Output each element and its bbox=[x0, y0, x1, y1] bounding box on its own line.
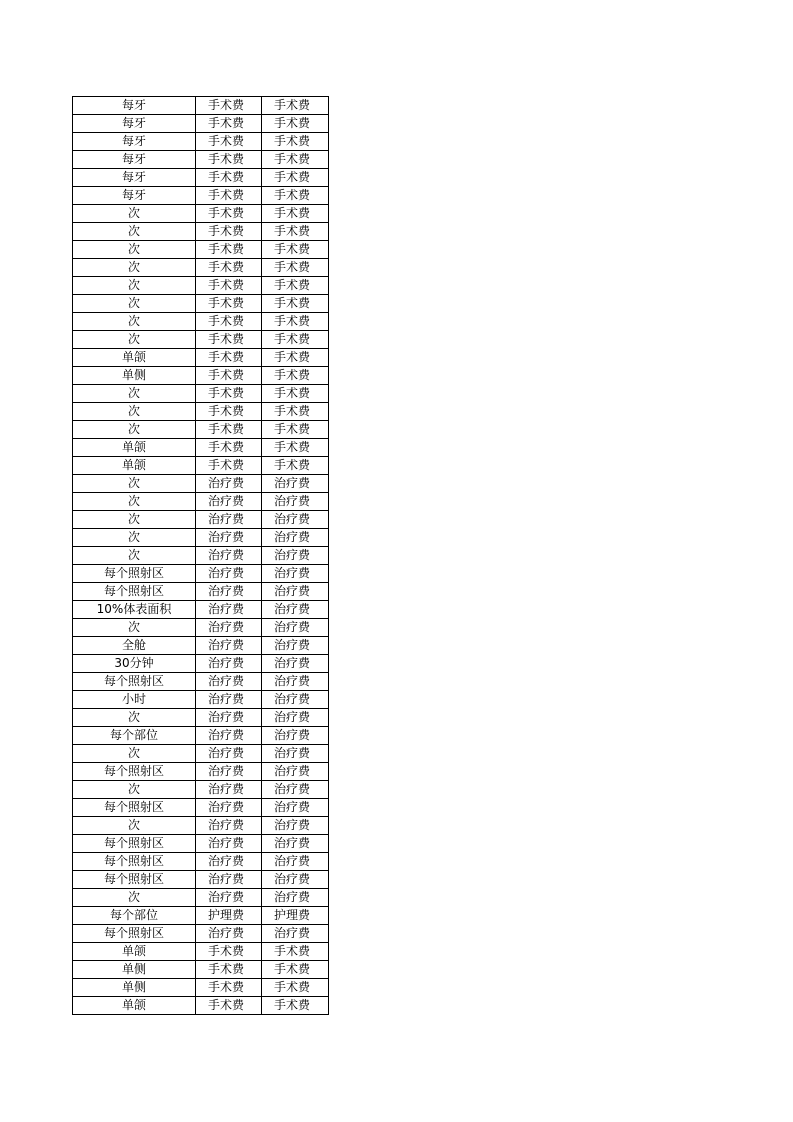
fee-subcategory-cell: 治疗费 bbox=[262, 853, 329, 871]
unit-cell: 次 bbox=[73, 889, 196, 907]
unit-cell: 单侧 bbox=[73, 961, 196, 979]
table-row bbox=[73, 115, 329, 133]
fee-subcategory-cell: 治疗费 bbox=[262, 889, 329, 907]
fee-category-cell: 治疗费 bbox=[196, 889, 262, 907]
unit-cell: 单颌 bbox=[73, 997, 196, 1015]
unit-cell: 次 bbox=[73, 421, 196, 439]
fee-category-cell: 手术费 bbox=[196, 979, 262, 997]
fee-category-cell: 手术费 bbox=[196, 277, 262, 295]
unit-cell: 单侧 bbox=[73, 979, 196, 997]
unit-cell: 每个照射区 bbox=[73, 583, 196, 601]
unit-cell: 次 bbox=[73, 475, 196, 493]
table-row bbox=[73, 727, 329, 745]
table-row bbox=[73, 817, 329, 835]
fee-category-cell: 治疗费 bbox=[196, 673, 262, 691]
unit-cell: 每牙 bbox=[73, 133, 196, 151]
table-row bbox=[73, 331, 329, 349]
fee-category-cell: 治疗费 bbox=[196, 871, 262, 889]
unit-cell: 次 bbox=[73, 205, 196, 223]
fee-subcategory-cell: 治疗费 bbox=[262, 655, 329, 673]
fee-subcategory-cell: 治疗费 bbox=[262, 601, 329, 619]
fee-subcategory-cell: 治疗费 bbox=[262, 871, 329, 889]
unit-cell: 每个部位 bbox=[73, 907, 196, 925]
table-row bbox=[73, 943, 329, 961]
unit-cell: 30分钟 bbox=[73, 655, 196, 673]
table-row bbox=[73, 277, 329, 295]
fee-category-cell: 手术费 bbox=[196, 259, 262, 277]
fee-subcategory-cell: 手术费 bbox=[262, 295, 329, 313]
fee-subcategory-cell: 治疗费 bbox=[262, 709, 329, 727]
unit-cell: 小时 bbox=[73, 691, 196, 709]
fee-table-body bbox=[73, 97, 329, 1015]
table-row bbox=[73, 673, 329, 691]
fee-subcategory-cell: 治疗费 bbox=[262, 691, 329, 709]
fee-category-cell: 手术费 bbox=[196, 331, 262, 349]
fee-subcategory-cell: 手术费 bbox=[262, 349, 329, 367]
unit-cell: 次 bbox=[73, 547, 196, 565]
unit-cell: 每个照射区 bbox=[73, 565, 196, 583]
fee-category-cell: 手术费 bbox=[196, 457, 262, 475]
table-row bbox=[73, 763, 329, 781]
unit-cell: 每个部位 bbox=[73, 727, 196, 745]
table-row bbox=[73, 151, 329, 169]
fee-category-cell: 手术费 bbox=[196, 961, 262, 979]
fee-subcategory-cell: 手术费 bbox=[262, 205, 329, 223]
table-row bbox=[73, 349, 329, 367]
unit-cell: 次 bbox=[73, 619, 196, 637]
unit-cell: 次 bbox=[73, 403, 196, 421]
table-row bbox=[73, 979, 329, 997]
fee-subcategory-cell: 手术费 bbox=[262, 277, 329, 295]
unit-cell: 次 bbox=[73, 331, 196, 349]
table-row bbox=[73, 385, 329, 403]
fee-subcategory-cell: 手术费 bbox=[262, 367, 329, 385]
fee-category-cell: 手术费 bbox=[196, 187, 262, 205]
fee-subcategory-cell: 手术费 bbox=[262, 457, 329, 475]
fee-category-cell: 手术费 bbox=[196, 403, 262, 421]
unit-cell: 次 bbox=[73, 817, 196, 835]
fee-subcategory-cell: 手术费 bbox=[262, 97, 329, 115]
fee-category-cell: 手术费 bbox=[196, 223, 262, 241]
fee-subcategory-cell: 手术费 bbox=[262, 997, 329, 1015]
fee-subcategory-cell: 手术费 bbox=[262, 169, 329, 187]
table-row bbox=[73, 961, 329, 979]
unit-cell: 次 bbox=[73, 223, 196, 241]
fee-category-cell: 手术费 bbox=[196, 205, 262, 223]
fee-category-cell: 手术费 bbox=[196, 943, 262, 961]
fee-category-cell: 治疗费 bbox=[196, 835, 262, 853]
unit-cell: 次 bbox=[73, 313, 196, 331]
fee-subcategory-cell: 治疗费 bbox=[262, 925, 329, 943]
table-row bbox=[73, 475, 329, 493]
fee-category-cell: 手术费 bbox=[196, 133, 262, 151]
fee-category-cell: 治疗费 bbox=[196, 799, 262, 817]
fee-subcategory-cell: 治疗费 bbox=[262, 673, 329, 691]
fee-subcategory-cell: 手术费 bbox=[262, 421, 329, 439]
fee-table bbox=[72, 96, 329, 1015]
table-row bbox=[73, 205, 329, 223]
fee-category-cell: 治疗费 bbox=[196, 565, 262, 583]
table-row bbox=[73, 169, 329, 187]
fee-subcategory-cell: 治疗费 bbox=[262, 745, 329, 763]
fee-subcategory-cell: 手术费 bbox=[262, 943, 329, 961]
fee-subcategory-cell: 手术费 bbox=[262, 961, 329, 979]
fee-subcategory-cell: 手术费 bbox=[262, 259, 329, 277]
table-row bbox=[73, 853, 329, 871]
fee-subcategory-cell: 手术费 bbox=[262, 403, 329, 421]
table-row bbox=[73, 925, 329, 943]
fee-category-cell: 治疗费 bbox=[196, 547, 262, 565]
unit-cell: 次 bbox=[73, 385, 196, 403]
fee-category-cell: 治疗费 bbox=[196, 817, 262, 835]
fee-category-cell: 手术费 bbox=[196, 97, 262, 115]
unit-cell: 每牙 bbox=[73, 187, 196, 205]
table-row bbox=[73, 907, 329, 925]
unit-cell: 每个照射区 bbox=[73, 763, 196, 781]
table-row bbox=[73, 439, 329, 457]
fee-category-cell: 手术费 bbox=[196, 151, 262, 169]
fee-subcategory-cell: 手术费 bbox=[262, 331, 329, 349]
table-row bbox=[73, 367, 329, 385]
table-row bbox=[73, 547, 329, 565]
table-row bbox=[73, 457, 329, 475]
unit-cell: 每个照射区 bbox=[73, 871, 196, 889]
fee-category-cell: 手术费 bbox=[196, 295, 262, 313]
table-row bbox=[73, 187, 329, 205]
table-row bbox=[73, 619, 329, 637]
table-row bbox=[73, 637, 329, 655]
table-row bbox=[73, 889, 329, 907]
fee-subcategory-cell: 治疗费 bbox=[262, 565, 329, 583]
fee-subcategory-cell: 治疗费 bbox=[262, 727, 329, 745]
fee-subcategory-cell: 手术费 bbox=[262, 133, 329, 151]
unit-cell: 每牙 bbox=[73, 115, 196, 133]
fee-subcategory-cell: 治疗费 bbox=[262, 817, 329, 835]
unit-cell: 单颌 bbox=[73, 349, 196, 367]
fee-subcategory-cell: 手术费 bbox=[262, 187, 329, 205]
fee-subcategory-cell: 手术费 bbox=[262, 151, 329, 169]
fee-category-cell: 治疗费 bbox=[196, 727, 262, 745]
fee-category-cell: 手术费 bbox=[196, 349, 262, 367]
table-row bbox=[73, 529, 329, 547]
unit-cell: 每个照射区 bbox=[73, 673, 196, 691]
unit-cell: 全舱 bbox=[73, 637, 196, 655]
unit-cell: 每个照射区 bbox=[73, 853, 196, 871]
fee-subcategory-cell: 手术费 bbox=[262, 115, 329, 133]
fee-subcategory-cell: 手术费 bbox=[262, 241, 329, 259]
fee-subcategory-cell: 治疗费 bbox=[262, 835, 329, 853]
fee-category-cell: 手术费 bbox=[196, 997, 262, 1015]
table-row bbox=[73, 871, 329, 889]
fee-category-cell: 治疗费 bbox=[196, 655, 262, 673]
fee-subcategory-cell: 治疗费 bbox=[262, 583, 329, 601]
fee-category-cell: 护理费 bbox=[196, 907, 262, 925]
unit-cell: 次 bbox=[73, 277, 196, 295]
fee-category-cell: 手术费 bbox=[196, 169, 262, 187]
table-row bbox=[73, 403, 329, 421]
fee-category-cell: 治疗费 bbox=[196, 601, 262, 619]
table-row bbox=[73, 421, 329, 439]
unit-cell: 单颌 bbox=[73, 457, 196, 475]
table-row bbox=[73, 133, 329, 151]
table-row bbox=[73, 511, 329, 529]
fee-category-cell: 手术费 bbox=[196, 385, 262, 403]
fee-subcategory-cell: 手术费 bbox=[262, 979, 329, 997]
fee-subcategory-cell: 手术费 bbox=[262, 439, 329, 457]
fee-subcategory-cell: 治疗费 bbox=[262, 529, 329, 547]
unit-cell: 每牙 bbox=[73, 97, 196, 115]
unit-cell: 次 bbox=[73, 241, 196, 259]
unit-cell: 10%体表面积 bbox=[73, 601, 196, 619]
fee-category-cell: 治疗费 bbox=[196, 763, 262, 781]
unit-cell: 次 bbox=[73, 781, 196, 799]
fee-category-cell: 手术费 bbox=[196, 115, 262, 133]
fee-category-cell: 治疗费 bbox=[196, 709, 262, 727]
table-row bbox=[73, 709, 329, 727]
fee-subcategory-cell: 手术费 bbox=[262, 313, 329, 331]
fee-category-cell: 治疗费 bbox=[196, 583, 262, 601]
table-row bbox=[73, 97, 329, 115]
fee-category-cell: 治疗费 bbox=[196, 619, 262, 637]
unit-cell: 单侧 bbox=[73, 367, 196, 385]
table-row bbox=[73, 259, 329, 277]
fee-subcategory-cell: 治疗费 bbox=[262, 637, 329, 655]
fee-subcategory-cell: 治疗费 bbox=[262, 619, 329, 637]
unit-cell: 次 bbox=[73, 511, 196, 529]
unit-cell: 次 bbox=[73, 259, 196, 277]
unit-cell: 每牙 bbox=[73, 169, 196, 187]
table-row bbox=[73, 601, 329, 619]
unit-cell: 每个照射区 bbox=[73, 799, 196, 817]
fee-category-cell: 治疗费 bbox=[196, 493, 262, 511]
table-row bbox=[73, 691, 329, 709]
fee-category-cell: 手术费 bbox=[196, 367, 262, 385]
fee-category-cell: 治疗费 bbox=[196, 637, 262, 655]
fee-category-cell: 治疗费 bbox=[196, 475, 262, 493]
unit-cell: 次 bbox=[73, 745, 196, 763]
unit-cell: 每个照射区 bbox=[73, 925, 196, 943]
fee-subcategory-cell: 治疗费 bbox=[262, 511, 329, 529]
table-row bbox=[73, 241, 329, 259]
fee-category-cell: 治疗费 bbox=[196, 745, 262, 763]
unit-cell: 每牙 bbox=[73, 151, 196, 169]
unit-cell: 次 bbox=[73, 709, 196, 727]
fee-subcategory-cell: 治疗费 bbox=[262, 547, 329, 565]
fee-subcategory-cell: 护理费 bbox=[262, 907, 329, 925]
fee-category-cell: 治疗费 bbox=[196, 511, 262, 529]
unit-cell: 单颌 bbox=[73, 439, 196, 457]
fee-subcategory-cell: 治疗费 bbox=[262, 781, 329, 799]
table-row bbox=[73, 655, 329, 673]
fee-category-cell: 治疗费 bbox=[196, 781, 262, 799]
unit-cell: 每个照射区 bbox=[73, 835, 196, 853]
table-row bbox=[73, 295, 329, 313]
unit-cell: 次 bbox=[73, 493, 196, 511]
fee-subcategory-cell: 治疗费 bbox=[262, 799, 329, 817]
fee-subcategory-cell: 治疗费 bbox=[262, 763, 329, 781]
table-row bbox=[73, 781, 329, 799]
fee-subcategory-cell: 手术费 bbox=[262, 223, 329, 241]
unit-cell: 次 bbox=[73, 295, 196, 313]
fee-category-cell: 治疗费 bbox=[196, 925, 262, 943]
table-row bbox=[73, 223, 329, 241]
unit-cell: 单颌 bbox=[73, 943, 196, 961]
fee-subcategory-cell: 手术费 bbox=[262, 385, 329, 403]
table-row bbox=[73, 313, 329, 331]
table-row bbox=[73, 799, 329, 817]
fee-category-cell: 手术费 bbox=[196, 241, 262, 259]
table-row bbox=[73, 835, 329, 853]
fee-category-cell: 治疗费 bbox=[196, 853, 262, 871]
fee-subcategory-cell: 治疗费 bbox=[262, 475, 329, 493]
fee-category-cell: 手术费 bbox=[196, 421, 262, 439]
unit-cell: 次 bbox=[73, 529, 196, 547]
fee-category-cell: 手术费 bbox=[196, 439, 262, 457]
table-row bbox=[73, 997, 329, 1015]
table-row bbox=[73, 583, 329, 601]
table-row bbox=[73, 745, 329, 763]
fee-subcategory-cell: 治疗费 bbox=[262, 493, 329, 511]
fee-category-cell: 手术费 bbox=[196, 313, 262, 331]
fee-category-cell: 治疗费 bbox=[196, 691, 262, 709]
fee-category-cell: 治疗费 bbox=[196, 529, 262, 547]
table-row bbox=[73, 565, 329, 583]
table-row bbox=[73, 493, 329, 511]
